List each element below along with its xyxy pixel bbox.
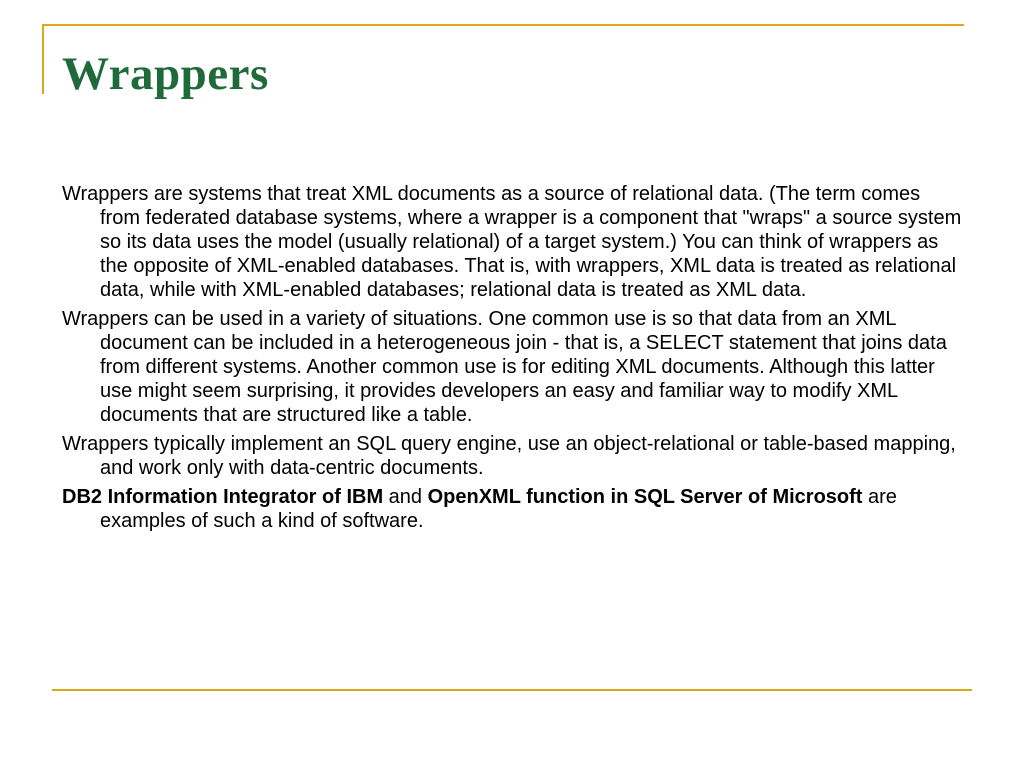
paragraph-wrappers-implementation: Wrappers typically implement an SQL query engine, use an object-relational or table-based mapping, and work only with data-centric documents. [62,433,956,479]
paragraph-wrappers-uses: Wrappers can be used in a variety of situations. One common use is so that data from an XML document can be included in a heterogeneous join - that is, a SELECT statement that joins data from different systems. Another common use is for editing XML documents. Although this latter use might seem surprising, it provides developers an easy and familiar way to modify XML documents that are structured like a table. [62,308,947,426]
left-border-line [42,24,44,94]
conjunction-text: and [383,486,428,508]
paragraph-wrappers-definition: Wrappers are systems that treat XML documents as a source of relational data. (The term comes from federated database systems, where a wrapper is a component that "wraps" a source system so its data uses the model (usually relational) of a target system.) You can think of wrappers as the opposite of XML-enabled databases. That is, with wrappers, XML data is treated as relational data, while with XML-enabled databases; relational data is treated as XML data. [62,183,962,301]
microsoft-product-name: OpenXML function in SQL Server of Microsoft [427,486,863,508]
top-border-line [42,24,964,26]
slide-title: Wrappers [62,48,269,100]
paragraph-software-examples [62,485,962,533]
ibm-product-name: DB2 Information Integrator of IBM [62,486,384,508]
examples-suffix-text: are examples of such a kind of software. [100,486,897,532]
slide-body [62,182,962,538]
bottom-border-line [52,689,972,691]
